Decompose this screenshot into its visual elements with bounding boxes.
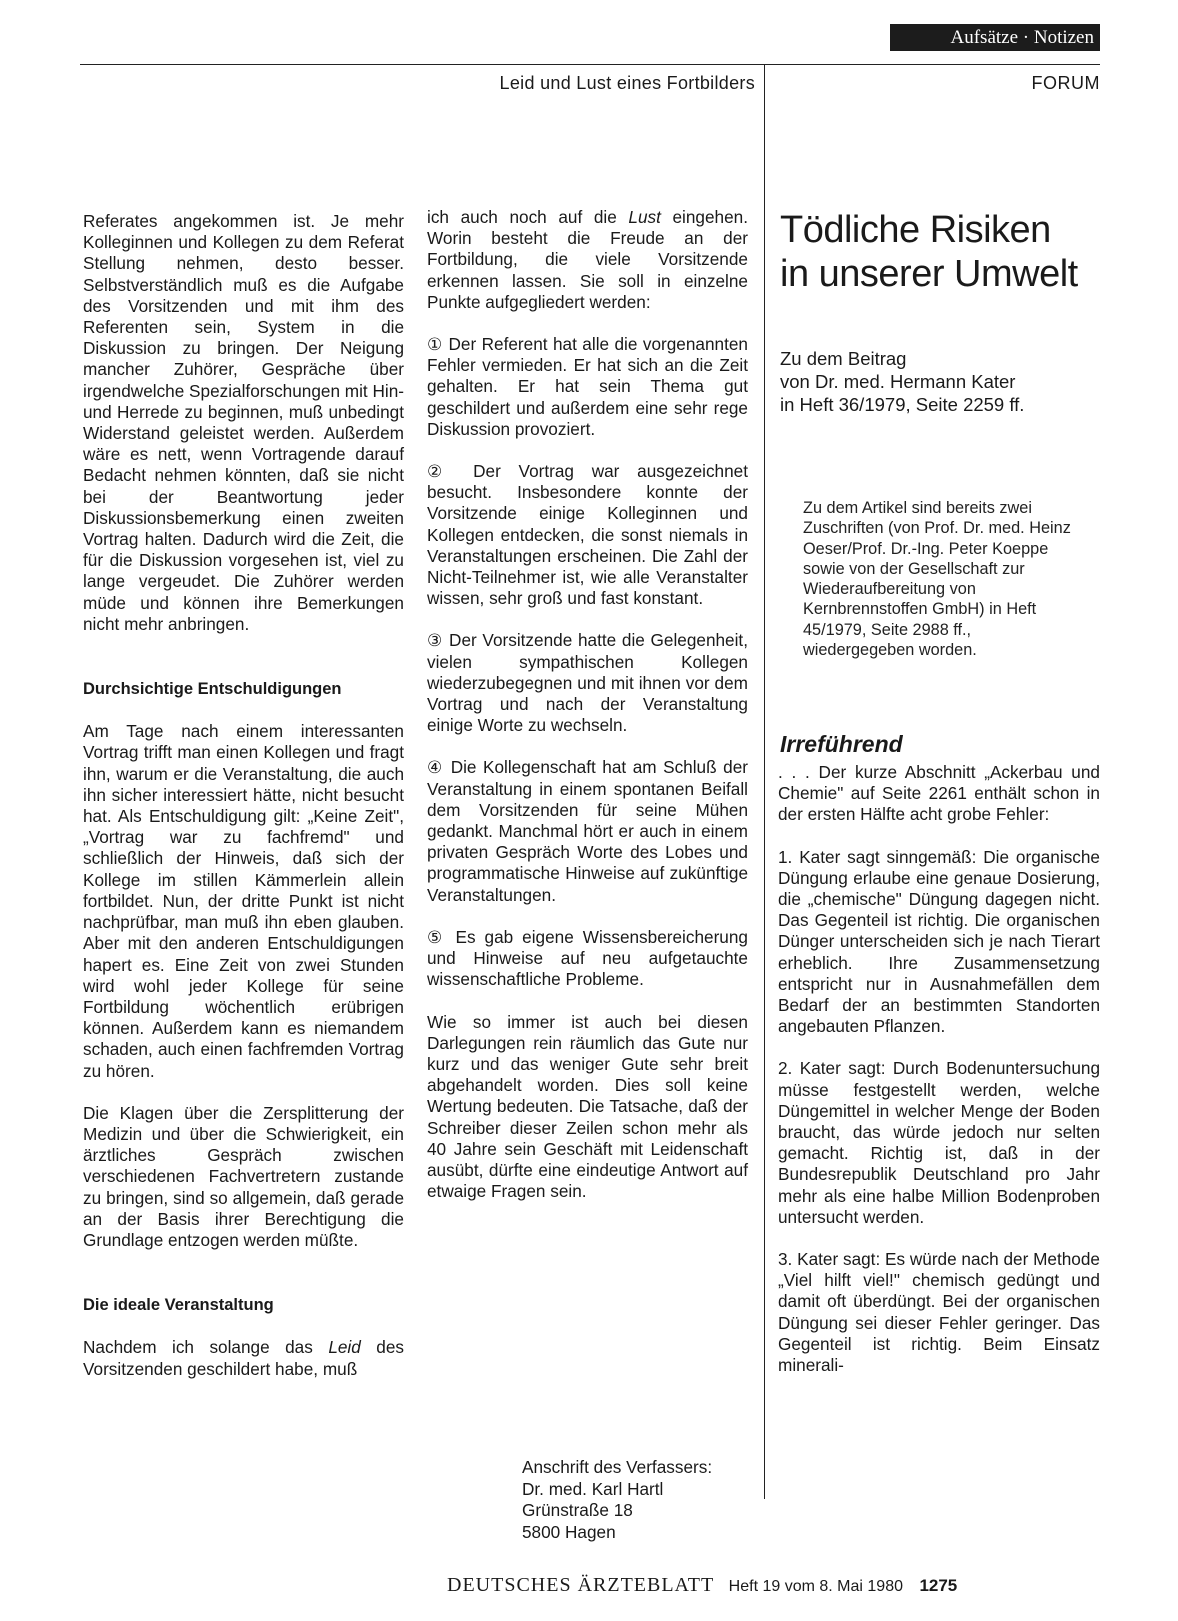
list-item: ① Der Referent hat alle die vorgenannten Fehler vermieden. Er hat sich an die Zeit gehalten. Er hat sein Thema gut geschildert und außerdem eine sehr rege Diskussion provoziert. <box>427 334 748 439</box>
column-1 <box>83 211 404 1380</box>
page-footer <box>447 1574 957 1597</box>
paragraph: Am Tage nach einem interessanten Vortrag trifft man einen Kollegen und fragt ihn, warum er die Veranstaltung, die auch ihn sicher interessiert hätte, nicht besucht hat. Als Entschuldigung gilt: „Keine Zeit", „Vortrag war zu fachfremd" und schließlich der Hinweis, daß sich der Kollege im stillen Kämmerlein allein fortbildet. Nun, der dritte Punkt ist nicht nachprüfbar, man muß ihn eben glauben. Aber mit den anderen Entschuldigungen hapert es. Eine Zeit von zwei Stunden wird wohl jeder Kollege für seine Fortbildung wöchentlich erübrigen können. Außerdem kann es niemandem schaden, auch einen fachfremden Vortrag zu hören. <box>83 721 404 1081</box>
article-reference: Zu dem Beitrag von Dr. med. Hermann Kater in Heft 36/1979, Seite 2259 ff. <box>780 348 1025 415</box>
paragraph: . . . Der kurze Abschnitt „Ackerbau und Chemie" auf Seite 2261 enthält schon in der ersten Hälfte acht grobe Fehler: <box>778 762 1100 825</box>
list-item: ④ Die Kollegenschaft hat am Schluß der Veranstaltung in einem spontanen Beifall dem Vorsitzenden für seine Mühen gedankt. Manchmal hört er auch in einem privaten Gespräch Worte des Lobes und programmatische Hinweise auf zukünftige Veranstaltungen. <box>427 757 748 905</box>
section-badge: Aufsätze · Notizen <box>890 24 1100 51</box>
paragraph: 1. Kater sagt sinngemäß: Die organische Düngung erlaube eine genaue Dosierung, die „chemische" Düngung dagegen nicht. Das Gegenteil ist richtig. Die organischen Dünger unterscheiden sich je nach Tierart erheblich. Ihre Zusammensetzung entspricht nur in Ausnahmefällen dem Bedarf der an bestimmten Standorten angebauten Pflanzen. <box>778 846 1100 1037</box>
paragraph: Referates angekommen ist. Je mehr Kolleginnen und Kollegen zu dem Referat Stellung nehmen, desto besser. Selbstverständlich muß es die Aufgabe des Vorsitzenden und mit ihm des Referenten sein, System in die Diskussion zu bringen. Der Neigung mancher Zuhörer, Gespräche über irgendwelche Spezialforschungen mit Hin- und Herrede zu beginnen, muß unbedingt Widerstand geleistet werden. Außerdem wäre es nett, wenn Vortragende darauf Bedacht nehmen könnten, daß sie nicht bei der Beantwortung jeder Diskussionsbemerkung einen zweiten Vortrag halten. Dadurch wird die Zeit, die für die Diskussion vorgesehen ist, viel zu lange vergeudet. Die Zuhörer werden müde und können ihre Bemerkungen nicht mehr anbringen. <box>83 211 404 634</box>
list-item: ② Der Vortrag war ausgezeichnet besucht. Insbesondere konnte der Vorsitzende einige Kolleginnen und Kollegen entdecken, die sonst niemals in Veranstaltungen erscheinen. Die Zahl der Nicht-Teilnehmer ist, wie alle Veranstalter wissen, sehr groß und fast konstant. <box>427 461 748 609</box>
section-heading: Die ideale Veranstaltung <box>83 1296 274 1315</box>
column-divider <box>764 64 765 1499</box>
running-section: FORUM <box>1031 73 1100 93</box>
journal-name: DEUTSCHES ÄRZTEBLATT <box>447 1574 715 1596</box>
list-item: ③ Der Vorsitzende hatte die Gelegenheit, vielen sympathischen Kollegen wiederzubegegnen und mit ihnen vor dem Vortrag und nach der Veranstaltung einige Worte zu wechseln. <box>427 630 748 736</box>
paragraph: ich auch noch auf die Lust eingehen. Worin besteht die Freude an der Fortbildung, die viele Vorsitzende erkennen lassen. Sie soll in einzelne Punkte aufgegliedert werden: <box>427 207 749 312</box>
paragraph: 3. Kater sagt: Es würde nach der Methode „Viel hilft viel!" chemisch gedüngt und damit oft überdüngt. Bei der organischen Düngung sei dieser Fehler geringer. Das Gegenteil ist richtig. Beim Einsatz minerali- <box>778 1249 1100 1376</box>
issue-info: Heft 19 vom 8. Mai 1980 <box>728 1578 903 1595</box>
list-item: ⑤ Es gab eigene Wissensbereicherung und Hinweise auf neu aufgetauchte wissenschaftliche Probleme. <box>427 926 748 990</box>
section-heading: Durchsichtige Entschuldigungen <box>83 680 342 699</box>
paragraph: 2. Kater sagt: Durch Bodenuntersuchung müsse festgestellt werden, welche Düngemittel in welcher Menge der Boden braucht, das würde jedoch nur selten gemacht. Richtig ist, daß in der Bundesrepublik Deutschland pro Jahr mehr als eine halbe Million Bodenproben untersucht werden. <box>778 1058 1100 1227</box>
page-number: 1275 <box>919 1576 958 1595</box>
column-2 <box>427 207 748 1202</box>
letter-heading: Irreführend <box>780 731 903 757</box>
author-address: Anschrift des Verfassers: Dr. med. Karl Hartl Grünstraße 18 5800 Hagen <box>522 1457 713 1542</box>
running-title: Leid und Lust eines Fortbilders <box>499 73 755 93</box>
header-rule <box>80 64 1100 65</box>
paragraph: Nachdem ich solange das Leid des Vorsitzenden geschildert habe, muß <box>83 1337 404 1379</box>
emphasis: Lust <box>628 207 661 227</box>
emphasis: Leid <box>328 1337 361 1358</box>
column-3 <box>778 762 1100 1376</box>
article-title: Tödliche Risiken in unserer Umwelt <box>780 209 1078 295</box>
paragraph: Die Klagen über die Zersplitterung der Medizin und über die Schwierigkeit, ein ärztliches Gespräch zwischen verschiedenen Fachvertretern zustande zu bringen, sind so allgemein, daß gerade an der Basis ihrer Berechtigung die Grundlage entzogen werden müßte. <box>83 1102 404 1250</box>
editor-note: Zu dem Artikel sind bereits zwei Zuschriften (von Prof. Dr. med. Heinz Oeser/Prof. Dr.-Ing. Peter Koeppe sowie von der Gesellschaft zur Wiederaufbereitung von Kernbrennstoffen GmbH) in Heft 45/1979, Seite 2988 ff., wiedergegeben worden. <box>803 499 1071 660</box>
paragraph: Wie so immer ist auch bei diesen Darlegungen rein räumlich das Gute nur kurz und das weniger Gute sehr breit abgehandelt worden. Dies soll keine Wertung bedeuten. Die Tatsache, daß der Schreiber dieser Zeilen schon mehr als 40 Jahre sein Geschäft mit Leidenschaft ausübt, dürfte eine eindeutige Antwort auf etwaige Fragen sein. <box>427 1011 748 1202</box>
